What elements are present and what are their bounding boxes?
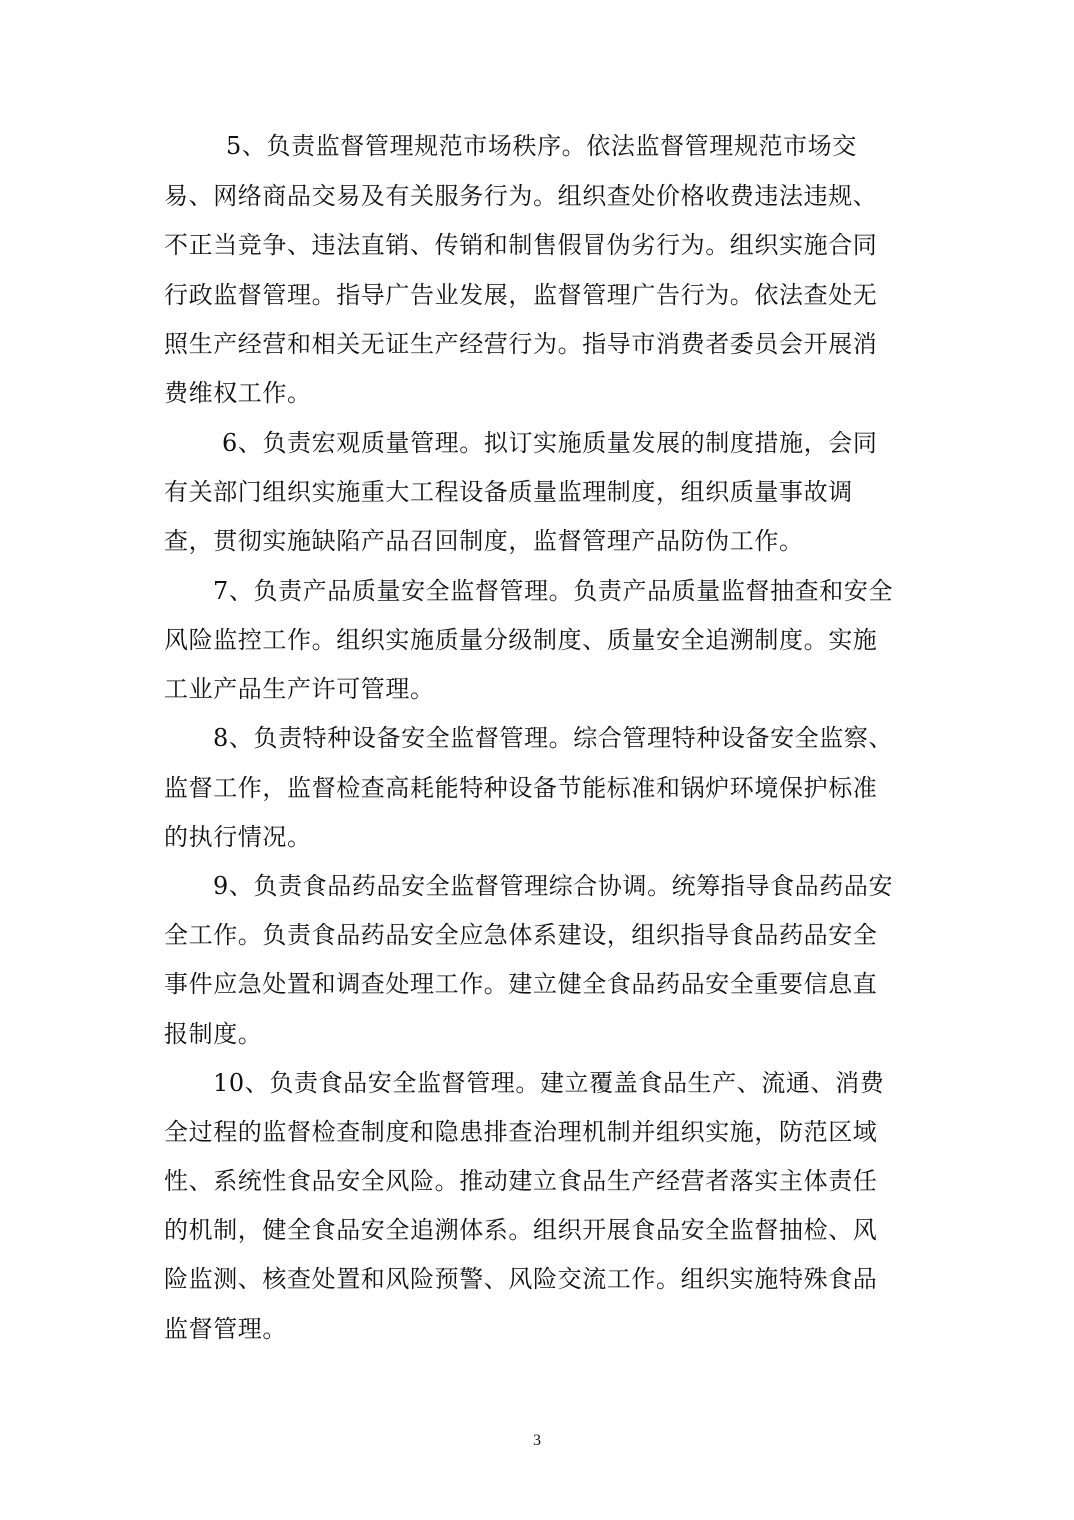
paragraph-7-line-2: 风险监控工作。组织实施质量分级制度、质量安全追溯制度。实施 — [164, 626, 878, 654]
paragraph-10-line-6: 监督管理。 — [164, 1315, 287, 1343]
paragraph-9-line-2: 全工作。负责食品药品安全应急体系建设，组织指导食品药品安全 — [164, 921, 878, 949]
paragraph-5-line-4: 行政监督管理。指导广告业发展，监督管理广告行为。依法查处无 — [164, 281, 878, 309]
paragraph-8-line-3: 的执行情况。 — [164, 823, 312, 851]
paragraph-7-line-3: 工业产品生产许可管理。 — [164, 675, 435, 703]
paragraph-10-line-5: 险监测、核查处置和风险预警、风险交流工作。组织实施特殊食品 — [164, 1265, 878, 1293]
paragraph-6-line-3: 查，贯彻实施缺陷产品召回制度，监督管理产品防伪工作。 — [164, 527, 804, 555]
paragraph-10-line-3: 性、系统性食品安全风险。推动建立食品生产经营者落实主体责任 — [164, 1167, 878, 1195]
paragraph-5-line-3: 不正当竞争、违法直销、传销和制售假冒伪劣行为。组织实施合同 — [164, 231, 878, 259]
paragraph-10-line-2: 全过程的监督检查制度和隐患排查治理机制并组织实施，防范区域 — [164, 1118, 878, 1146]
paragraph-8-line-1: 8、负责特种设备安全监督管理。综合管理特种设备安全监察、 — [213, 724, 894, 752]
paragraph-9-line-4: 报制度。 — [164, 1020, 263, 1048]
paragraph-5-line-1: 5、负责监督管理规范市场秩序。依法监督管理规范市场交 — [226, 132, 857, 160]
paragraph-6-line-1: 6、负责宏观质量管理。拟订实施质量发展的制度措施，会同 — [222, 429, 878, 457]
paragraph-5-line-2: 易、网络商品交易及有关服务行为。组织查处价格收费违法违规、 — [164, 182, 878, 210]
paragraph-6-line-2: 有关部门组织实施重大工程设备质量监理制度，组织质量事故调 — [164, 478, 853, 506]
paragraph-10-line-4: 的机制，健全食品安全追溯体系。组织开展食品安全监督抽检、风 — [164, 1216, 878, 1244]
paragraph-9-line-1: 9、负责食品药品安全监督管理综合协调。统筹指导食品药品安 — [213, 872, 894, 900]
paragraph-10-line-1: 10、负责食品安全监督管理。建立覆盖食品生产、流通、消费 — [213, 1069, 885, 1097]
paragraph-9-line-3: 事件应急处置和调查处理工作。建立健全食品药品安全重要信息直 — [164, 970, 878, 998]
paragraph-5-line-5: 照生产经营和相关无证生产经营行为。指导市消费者委员会开展消 — [164, 330, 878, 358]
paragraph-5-line-6: 费维权工作。 — [164, 379, 312, 407]
paragraph-7-line-1: 7、负责产品质量安全监督管理。负责产品质量监督抽查和安全 — [213, 577, 894, 605]
paragraph-8-line-2: 监督工作，监督检查高耗能特种设备节能标准和锅炉环境保护标准 — [164, 774, 878, 802]
page-number: 3 — [533, 1432, 541, 1449]
